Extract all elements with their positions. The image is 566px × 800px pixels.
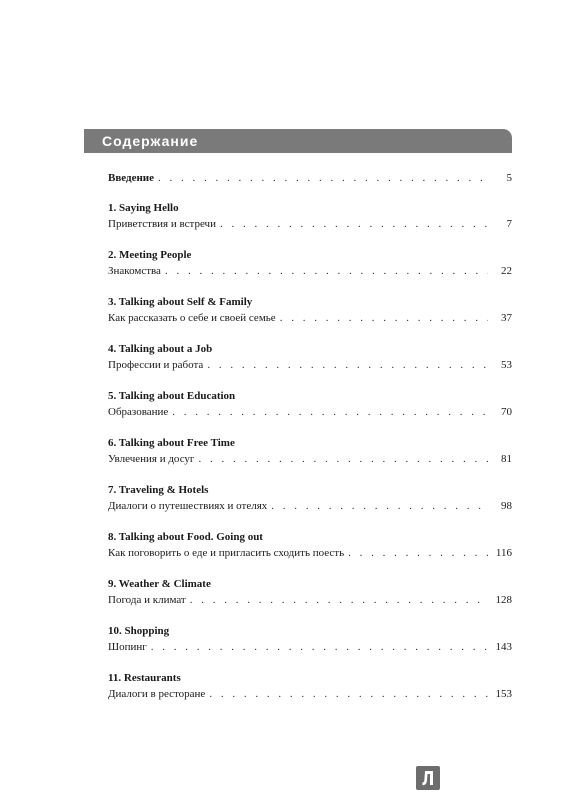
- chapter-subtitle: Профессии и работа: [108, 359, 204, 371]
- toc-line: [108, 216, 512, 233]
- logo-glyph: [420, 769, 436, 787]
- chapter-title: 2. Meeting People: [108, 249, 192, 261]
- contents-title: Содержание: [102, 133, 199, 149]
- toc-page-number: 81: [501, 453, 512, 465]
- dot-leader: [280, 310, 488, 326]
- chapter-subtitle: Образование: [108, 406, 169, 418]
- toc-line: [108, 498, 512, 515]
- chapter-title: 1. Saying Hello: [108, 202, 179, 214]
- toc-entry-chapter-2: [108, 247, 512, 280]
- dot-leader: [271, 498, 488, 514]
- contents-header-bar: [84, 129, 512, 153]
- toc-intro-label: Введение: [108, 172, 155, 184]
- toc-line: [108, 310, 512, 327]
- chapter-subtitle: Диалоги в ресторане: [108, 688, 206, 700]
- toc-line: [108, 592, 512, 609]
- chapter-title: 6. Talking about Free Time: [108, 437, 235, 449]
- dot-leader: [209, 686, 488, 702]
- chapter-subtitle: Знакомства: [108, 265, 161, 277]
- toc-line-intro: [108, 170, 512, 187]
- chapter-title: 5. Talking about Education: [108, 390, 236, 402]
- toc-line: [108, 639, 512, 656]
- chapter-subtitle: Погода и климат: [108, 594, 186, 606]
- toc-page-number: 153: [495, 688, 512, 700]
- toc-page-number: 143: [495, 641, 512, 653]
- toc-line: [108, 686, 512, 703]
- chapter-subtitle: Шопинг: [108, 641, 147, 653]
- chapter-subtitle: Как рассказать о себе и своей семье: [108, 312, 276, 324]
- chapter-title: 9. Weather & Climate: [108, 578, 211, 590]
- toc-entry-chapter-3: [108, 294, 512, 327]
- toc-page-number: 70: [501, 406, 512, 418]
- toc-page-number: 37: [501, 312, 512, 324]
- chapter-subtitle: Увлечения и досуг: [108, 453, 195, 465]
- toc-line: [108, 404, 512, 421]
- toc-page-number: 22: [501, 265, 512, 277]
- toc-line: [108, 357, 512, 374]
- chapter-title: 8. Talking about Food. Going out: [108, 531, 263, 543]
- toc-entry-chapter-4: [108, 341, 512, 374]
- toc-entry-chapter-8: [108, 529, 512, 562]
- toc-entry-intro: [108, 170, 512, 187]
- toc-line: [108, 545, 512, 562]
- toc-entry-chapter-11: [108, 670, 512, 703]
- toc-entry-chapter-10: [108, 623, 512, 656]
- chapter-subtitle: Приветствия и встречи: [108, 218, 216, 230]
- toc-page-number: 98: [501, 500, 512, 512]
- chapter-title: 11. Restaurants: [108, 672, 181, 684]
- dot-leader: [198, 451, 488, 467]
- table-of-contents: [108, 170, 512, 717]
- toc-entry-chapter-5: [108, 388, 512, 421]
- labirint-logo-icon: [416, 766, 440, 790]
- toc-page-number: 5: [506, 172, 512, 184]
- toc-entry-chapter-1: [108, 200, 512, 233]
- toc-page-number: 128: [495, 594, 512, 606]
- dot-leader: [172, 404, 488, 420]
- toc-entry-chapter-7: [108, 482, 512, 515]
- toc-line: [108, 451, 512, 468]
- toc-page-number: 7: [506, 218, 512, 230]
- chapter-title: 7. Traveling & Hotels: [108, 484, 209, 496]
- chapter-title: 3. Talking about Self & Family: [108, 296, 253, 308]
- dot-leader: [220, 216, 488, 232]
- chapter-subtitle: Как поговорить о еде и пригласить сходить поесть: [108, 547, 345, 559]
- chapter-title: 10. Shopping: [108, 625, 170, 637]
- dot-leader: [151, 639, 488, 655]
- dot-leader: [158, 170, 488, 186]
- dot-leader: [207, 357, 488, 373]
- dot-leader: [348, 545, 488, 561]
- chapter-subtitle: Диалоги о путешествиях и отелях: [108, 500, 268, 512]
- dot-leader: [190, 592, 488, 608]
- dot-leader: [165, 263, 488, 279]
- toc-line: [108, 263, 512, 280]
- toc-page-number: 53: [501, 359, 512, 371]
- toc-entry-chapter-9: [108, 576, 512, 609]
- toc-page-number: 116: [495, 547, 512, 559]
- chapter-title: 4. Talking about a Job: [108, 343, 213, 355]
- toc-entry-chapter-6: [108, 435, 512, 468]
